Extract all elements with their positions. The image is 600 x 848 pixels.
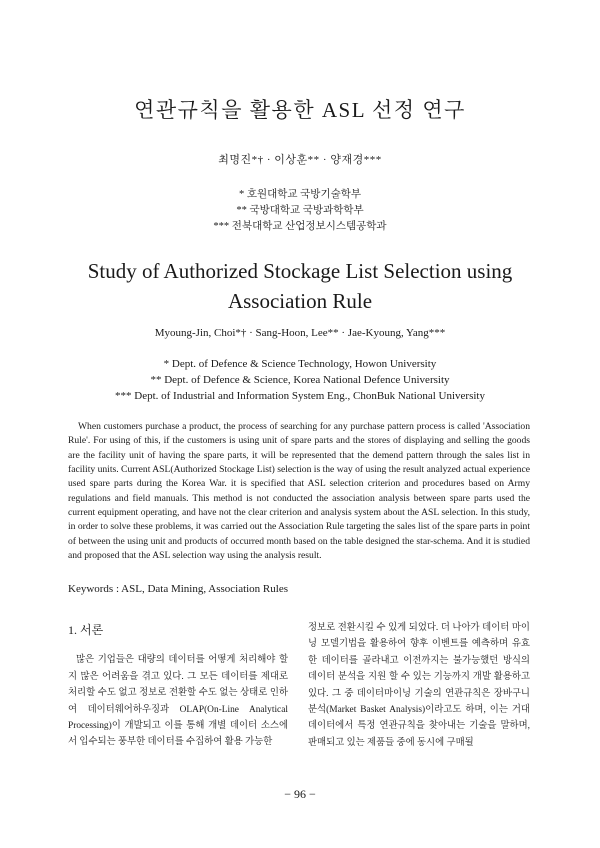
left-column-paragraph: 많은 기업들은 대량의 데이터를 어떻게 처리해야 할지 많은 어려움을 겪고 있다. 그 모든 데이터를 제대로 처리할 수도 없고 정보로 전환할 수도 없는 상태로 인하여 데이터웨어하우징과 OLAP(On-Line Analytical Processing)이 개발되고 이를 통해 개별 데이터 소스에서 입수되는 풍부한 데이터를 수집하여 활용 가능한 — [68, 655, 288, 748]
korean-affiliation-3: *** 전북대학교 산업정보시스템공학과 — [213, 221, 387, 232]
right-column — [308, 620, 530, 751]
korean-authors: 최명진*† · 이상훈** · 양재경*** — [218, 154, 382, 166]
section-heading: 1. 서론 — [68, 623, 104, 637]
english-affiliation-2: ** Dept. of Defence & Science, Korea National Defence University — [150, 374, 450, 386]
right-column-paragraph: 정보로 전환시킬 수 있게 되었다. 더 나아가 데이터 마이닝 모델기법을 활용하여 향후 이벤트를 예측하며 유효한 데이터를 골라내고 이전까지는 불가능했던 방식의 데이터 분석을 지원 할 수 있는 기능까지 개발 활용하고 있다. 그 중 데이터마이닝 기술의 연관규칙은 장바구니 분석(Market Basket Analysis)이라고도 하며, 이는 거대 데이터에서 특정 연관규칙을 찾아내는 기술을 말하며, 판매되고 있는 제품들 중에 동시에 구매될 — [308, 623, 530, 748]
korean-affiliation-2: ** 국방대학교 국방과학학부 — [236, 205, 364, 216]
keywords: Keywords : ASL, Data Mining, Association Rules — [68, 583, 288, 595]
english-authors: Myoung-Jin, Choi*† · Sang-Hoon, Lee** · Jae-Kyoung, Yang*** — [154, 327, 446, 339]
english-title: Study of Authorized Stockage List Selection using Association Rule — [87, 259, 513, 313]
english-affiliation-3: *** Dept. of Industrial and Information System Eng., ChonBuk National University — [115, 390, 485, 402]
abstract: When customers purchase a product, the process of searching for any purchase pattern process is called 'Association Rule'. For using of this, if the customers is using unit of spare parts and the stores of displaying and selling the goods are the facility unit of having the spare parts, it will be represented that the demend pattern through the sales list in facility units. Current ASL(Authorized Stockage List) selection is the way of using the result analyzed actual experience used spare parts during the Korea War. it is specified that ASL selection criterion and procedures based on Army regulations and field manuals. This method is not conducted the association analysis between spare parts used the current equipment operating, and have not the clear criterion and analysis system about the ASL selection. In this study, in order to solve these problems, it was carried out the Association Rule targeting the sales list of the spare parts in point of between the using unit and products of occurred month based on the table designed the star-schema. And it is studied and proposed that the ASL selection way using the analysis result. — [68, 421, 530, 562]
page-number: − 96 − — [284, 787, 316, 801]
korean-affiliation-1: * 호원대학교 국방기술학부 — [238, 189, 362, 200]
english-affiliation-1: * Dept. of Defence & Science Technology, Howon University — [163, 358, 437, 370]
korean-title: 연관규칙을 활용한 ASL 선정 연구 — [134, 98, 466, 122]
left-column — [68, 622, 288, 751]
